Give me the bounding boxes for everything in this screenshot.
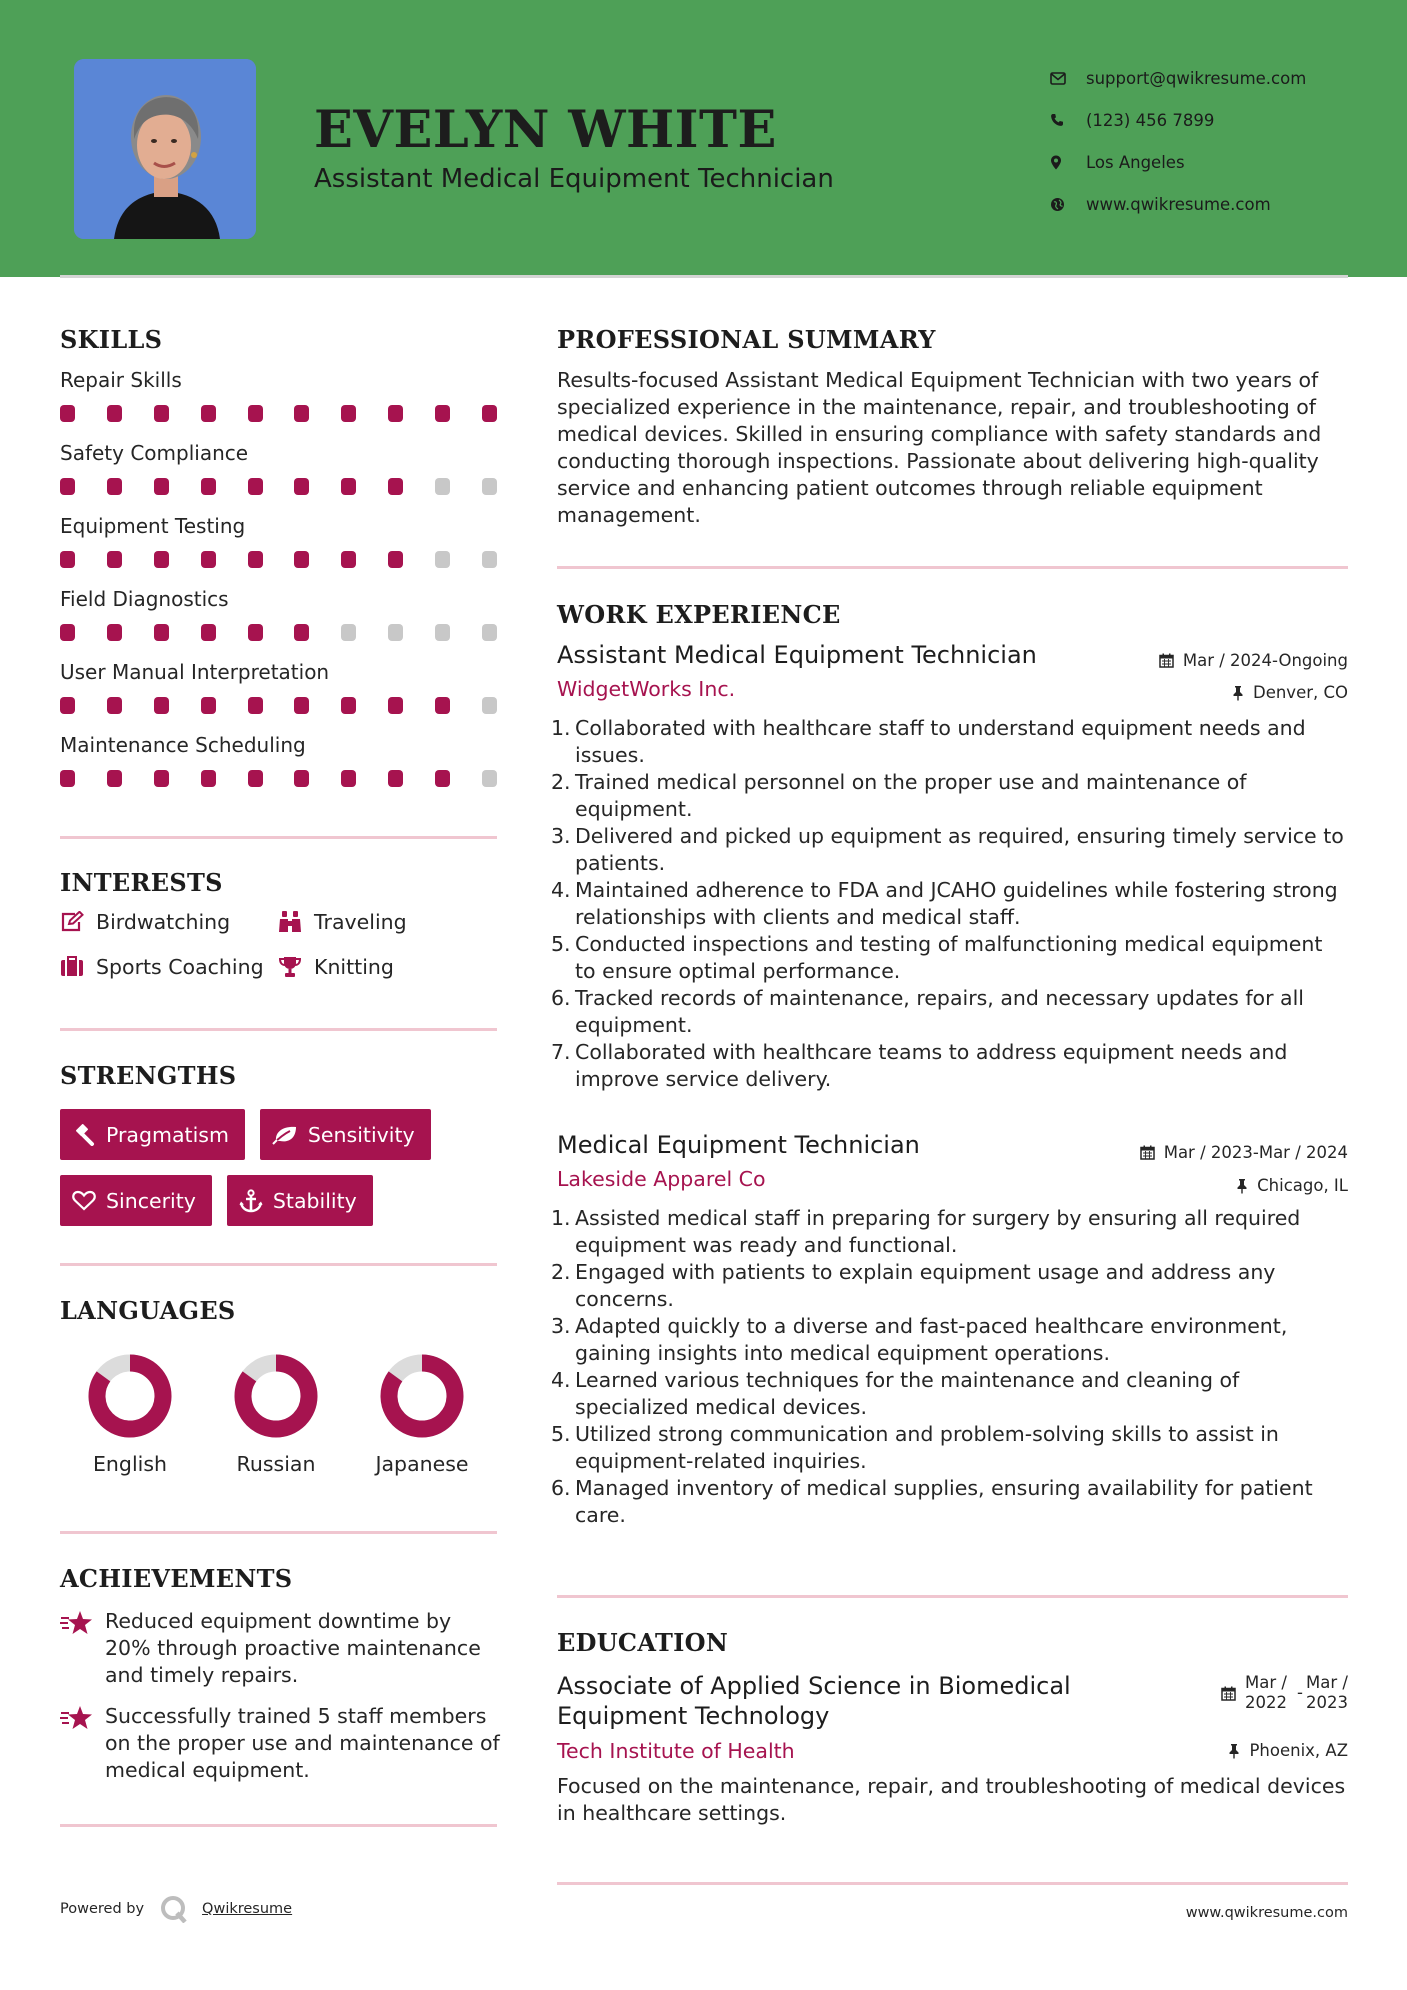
skill-dot-empty (341, 624, 356, 641)
job-bullet-text: Maintained adherence to FDA and JCAHO guidelines while fostering strong relationships with clients and medical staff. (575, 878, 1338, 929)
strength-chip (260, 1109, 431, 1160)
date-end-month: Mar / (1306, 1673, 1348, 1692)
job-bullets (551, 1205, 1348, 1529)
skill-dot-empty (482, 770, 497, 787)
candidate-title: Assistant Medical Equipment Technician (314, 164, 834, 194)
skill-dot-filled (294, 770, 309, 787)
education-date (1221, 1673, 1348, 1713)
strength-label: Pragmatism (106, 1122, 229, 1147)
skill-dot-filled (60, 624, 75, 641)
job-bullet: 2. Trained medical personnel on the proper use and maintenance of equipment. (551, 770, 1247, 821)
skill-dot-empty (435, 551, 450, 568)
skill-name: Field Diagnostics (60, 587, 229, 611)
job-bullet-text: Learned various techniques for the maintenance and cleaning of specialized medical devices. (575, 1368, 1240, 1419)
job-bullet-text: Engaged with patients to explain equipment usage and address any concerns. (575, 1260, 1276, 1311)
skill-dot-filled (248, 624, 263, 641)
experience-heading: WORK EXPERIENCE (557, 600, 841, 629)
skill-dot-empty (388, 624, 403, 641)
job-bullet-text: Utilized strong communication and problem-solving skills to assist in equipment-related inquiries. (575, 1422, 1279, 1473)
strength-label: Sincerity (106, 1188, 196, 1213)
language-item (352, 1352, 492, 1476)
skill-name: Safety Compliance (60, 441, 249, 465)
skill-dot-filled (388, 405, 403, 422)
job-bullet: 7. Collaborated with healthcare teams to address equipment needs and improve service delivery. (551, 1040, 1288, 1091)
interests-divider (60, 1028, 497, 1031)
skill-dot-filled (107, 405, 122, 422)
skill-rating (60, 542, 497, 587)
strengths-list (60, 1109, 497, 1241)
job-location-text: Denver, CO (1252, 683, 1348, 702)
job-bullet: 1. Collaborated with healthcare staff to understand equipment needs and issues. (551, 716, 1306, 767)
skill-dot-empty (482, 551, 497, 568)
skill-dot-filled (248, 551, 263, 568)
education-heading: EDUCATION (557, 1628, 729, 1657)
skill-dot-filled (154, 551, 169, 568)
skill-rating (60, 615, 497, 660)
skill-dot-filled (435, 770, 450, 787)
interests-heading: INTERESTS (60, 868, 223, 897)
skill-dot-filled (341, 770, 356, 787)
skill-dot-filled (201, 478, 216, 495)
skill-dot-filled (294, 624, 309, 641)
education-date-start (1245, 1673, 1287, 1713)
interest-item (278, 908, 497, 935)
experience-divider (557, 1595, 1348, 1598)
job-entry (551, 1131, 1348, 1551)
skill-rating (60, 688, 497, 733)
suitcase-icon (60, 956, 96, 977)
job-bullet-text: Conducted inspections and testing of malfunctioning medical equipment to ensure optimal performance. (575, 932, 1323, 983)
contact-phone-text: (123) 456 7899 (1086, 110, 1215, 130)
profile-photo (74, 59, 256, 239)
skill-dot-filled (60, 697, 75, 714)
languages-heading: LANGUAGES (60, 1296, 236, 1325)
interest-item (278, 953, 497, 980)
skill-dot-filled (107, 478, 122, 495)
education-location (1228, 1741, 1348, 1760)
skill-rating (60, 761, 497, 806)
anchor-icon (239, 1189, 263, 1213)
company-name: Lakeside Apparel Co (557, 1167, 766, 1191)
job-location (1236, 1176, 1348, 1195)
gavel-icon (72, 1124, 96, 1146)
pushpin-icon (1232, 685, 1244, 701)
contact-website[interactable] (1050, 183, 1390, 225)
job-location (1232, 683, 1348, 702)
language-item (206, 1352, 346, 1476)
skill-dot-filled (60, 770, 75, 787)
skill-dot-filled (201, 624, 216, 641)
phone-icon (1050, 113, 1086, 127)
skill-dot-filled (201, 697, 216, 714)
skill-dot-filled (154, 697, 169, 714)
interest-label: Knitting (314, 954, 394, 979)
job-title: Assistant Medical Equipment Technician (557, 641, 1037, 669)
achievements-divider (60, 1824, 497, 1827)
skill-dot-empty (482, 624, 497, 641)
footer-url[interactable]: www.qwikresume.com (1185, 1905, 1348, 1921)
job-title: Medical Equipment Technician (557, 1131, 920, 1159)
skill-dot-filled (388, 770, 403, 787)
job-date-text: Mar / 2024-Ongoing (1182, 651, 1348, 670)
language-ring (86, 1352, 174, 1440)
job-bullet-text: Managed inventory of medical supplies, ensuring availability for patient care. (575, 1476, 1313, 1527)
pushpin-icon (1228, 1743, 1240, 1759)
achievement-item (60, 1608, 500, 1689)
skill-rating (60, 396, 497, 441)
star-icon (60, 1703, 105, 1784)
job-bullet: 3. Delivered and picked up equipment as required, ensuring timely service to patients. (551, 824, 1344, 875)
skill-dot-filled (294, 551, 309, 568)
interest-item (60, 908, 278, 935)
summary-heading: PROFESSIONAL SUMMARY (557, 325, 936, 354)
summary-divider (557, 566, 1348, 569)
job-bullet: 5. Conducted inspections and testing of malfunctioning medical equipment to ensure optimal performance. (551, 932, 1323, 983)
skill-dot-filled (248, 697, 263, 714)
achievement-item (60, 1703, 500, 1784)
interest-label: Birdwatching (96, 909, 231, 934)
language-ring (378, 1352, 466, 1440)
job-bullets (551, 715, 1348, 1093)
achievement-text: Reduced equipment downtime by 20% through proactive maintenance and timely repairs. (105, 1609, 481, 1687)
language-name: Japanese (375, 1452, 469, 1476)
strength-chip (60, 1175, 212, 1226)
interest-label: Traveling (314, 909, 407, 934)
skill-dot-filled (60, 478, 75, 495)
skill-dot-filled (107, 697, 122, 714)
qwikresume-link[interactable]: Qwikresume (202, 1901, 293, 1917)
strength-chip (227, 1175, 373, 1226)
skill-dot-empty (482, 697, 497, 714)
strength-label: Sensitivity (307, 1122, 415, 1147)
job-bullet: 2. Engaged with patients to explain equipment usage and address any concerns. (551, 1260, 1276, 1311)
contact-email-text: support@qwikresume.com (1086, 68, 1307, 88)
skill-dot-filled (294, 405, 309, 422)
skill-dot-filled (201, 551, 216, 568)
job-date (1140, 1143, 1348, 1162)
job-date (1159, 651, 1348, 670)
skill-dot-filled (201, 770, 216, 787)
pencil-square-icon (60, 911, 96, 933)
resume-header (0, 0, 1407, 277)
skill-name: Repair Skills (60, 368, 182, 392)
envelope-icon (1050, 72, 1086, 85)
education-entry (557, 1671, 1348, 1831)
job-bullet: 6. Tracked records of maintenance, repairs, and necessary updates for all equipment. (551, 986, 1305, 1037)
pushpin-icon (1236, 1178, 1248, 1194)
skills-heading: SKILLS (60, 325, 163, 354)
candidate-name: EVELYN WHITE (314, 100, 777, 160)
header-divider (60, 275, 1348, 278)
job-bullet: 4. Maintained adherence to FDA and JCAHO guidelines while fostering strong relationships with clients and medical staff. (551, 878, 1338, 929)
heart-icon (72, 1190, 96, 1211)
strengths-heading: STRENGTHS (60, 1061, 237, 1090)
powered-by-label: Powered by (60, 1901, 145, 1917)
skill-dot-filled (435, 405, 450, 422)
languages-divider (60, 1531, 497, 1534)
education-location-text: Phoenix, AZ (1249, 1741, 1348, 1760)
skill-dot-empty (482, 478, 497, 495)
job-bullet-text: Collaborated with healthcare teams to address equipment needs and improve service delivery. (575, 1040, 1288, 1091)
skill-dot-empty (435, 624, 450, 641)
skill-dot-filled (107, 624, 122, 641)
skill-rating (60, 469, 497, 514)
trophy-icon (278, 956, 314, 978)
interest-item (60, 953, 278, 980)
skill-dot-filled (294, 478, 309, 495)
job-location-text: Chicago, IL (1257, 1176, 1348, 1195)
summary-text: Results-focused Assistant Medical Equipment Technician with two years of specialized experience in the maintenance, repair, and troubleshooting of medical devices. Skilled in ensuring compliance with safety standards and conducting thorough inspections. Passionate about delivering high-quality service and enhancing patient outcomes through reliable equipment management. (557, 368, 1322, 527)
globe-icon (1050, 197, 1086, 212)
skill-dot-filled (107, 770, 122, 787)
binoculars-icon (278, 911, 314, 933)
job-bullet-text: Adapted quickly to a diverse and fast-paced healthcare environment, gaining insights into medical equipment operations. (575, 1314, 1288, 1365)
skill-name: Maintenance Scheduling (60, 733, 306, 757)
contact-location (1050, 141, 1390, 183)
skill-dot-filled (248, 478, 263, 495)
job-bullet-text: Tracked records of maintenance, repairs, and necessary updates for all equipment. (575, 986, 1305, 1037)
skill-dot-filled (341, 405, 356, 422)
achievement-text: Successfully trained 5 staff members on the proper use and maintenance of medical equipment. (105, 1704, 500, 1782)
skill-dot-filled (248, 405, 263, 422)
skill-dot-filled (294, 697, 309, 714)
skill-dot-filled (388, 697, 403, 714)
language-name: Russian (236, 1452, 316, 1476)
skill-dot-filled (435, 697, 450, 714)
education-description: Focused on the maintenance, repair, and troubleshooting of medical devices in healthcare settings. (557, 1774, 1346, 1825)
job-bullet: 5. Utilized strong communication and problem-solving skills to assist in equipment-related inquiries. (551, 1422, 1279, 1473)
skill-dot-filled (154, 478, 169, 495)
job-bullet-text: Trained medical personnel on the proper use and maintenance of equipment. (575, 770, 1247, 821)
skill-dot-filled (482, 405, 497, 422)
language-ring (232, 1352, 320, 1440)
skill-dot-filled (154, 405, 169, 422)
strengths-divider (60, 1263, 497, 1266)
skill-dot-filled (154, 624, 169, 641)
calendar-icon (1140, 1145, 1155, 1160)
star-icon (60, 1608, 105, 1689)
calendar-icon (1159, 653, 1174, 668)
date-end-year: 2023 (1306, 1693, 1348, 1712)
job-bullet: 4. Learned various techniques for the maintenance and cleaning of specialized medical devices. (551, 1368, 1240, 1419)
skill-dot-filled (248, 770, 263, 787)
qwikresume-logo-icon (160, 1895, 188, 1923)
achievements-heading: ACHIEVEMENTS (60, 1564, 293, 1593)
company-name: WidgetWorks Inc. (557, 677, 736, 701)
date-separator: - (1297, 1683, 1303, 1702)
job-bullet-text: Collaborated with healthcare staff to understand equipment needs and issues. (575, 716, 1306, 767)
date-start-year: 2022 (1245, 1693, 1288, 1712)
contact-phone[interactable] (1050, 99, 1390, 141)
skill-name: User Manual Interpretation (60, 660, 330, 684)
school-name: Tech Institute of Health (557, 1739, 795, 1763)
skill-dot-filled (341, 551, 356, 568)
contact-location-text: Los Angeles (1086, 152, 1185, 172)
interest-label: Sports Coaching (96, 954, 264, 979)
map-marker-icon (1050, 155, 1086, 170)
job-bullet: 6. Managed inventory of medical supplies, ensuring availability for patient care. (551, 1476, 1313, 1527)
contact-website-text: www.qwikresume.com (1086, 194, 1271, 214)
leaf-icon (272, 1125, 298, 1145)
strength-chip (60, 1109, 245, 1160)
job-bullet-text: Assisted medical staff in preparing for surgery by ensuring all required equipment was ready and functional. (575, 1206, 1301, 1257)
job-bullet-text: Delivered and picked up equipment as required, ensuring timely service to patients. (575, 824, 1344, 875)
contact-email[interactable] (1050, 57, 1390, 99)
interests-list (60, 908, 497, 980)
skill-name: Equipment Testing (60, 514, 246, 538)
skill-dot-filled (154, 770, 169, 787)
strength-label: Stability (272, 1188, 357, 1213)
degree-line: Equipment Technology (557, 1702, 830, 1730)
job-bullet: 1. Assisted medical staff in preparing for surgery by ensuring all required equipment was ready and functional. (551, 1206, 1301, 1257)
skill-dot-filled (341, 697, 356, 714)
contact-list (1050, 57, 1390, 225)
skills-divider (60, 836, 497, 839)
date-start-month: Mar / (1245, 1673, 1287, 1692)
skill-dot-filled (107, 551, 122, 568)
skill-dot-empty (435, 478, 450, 495)
skill-dot-filled (388, 551, 403, 568)
degree-line: Associate of Applied Science in Biomedical (557, 1672, 1071, 1700)
education-date-end (1306, 1673, 1348, 1713)
skill-dot-filled (60, 405, 75, 422)
job-date-text: Mar / 2023-Mar / 2024 (1163, 1143, 1348, 1162)
skills-list (60, 368, 497, 806)
language-name: English (92, 1452, 168, 1476)
job-bullet: 3. Adapted quickly to a diverse and fast-paced healthcare environment, gaining insights into medical equipment operations. (551, 1314, 1288, 1365)
footer-powered-by (60, 1895, 292, 1923)
calendar-icon (1221, 1686, 1236, 1701)
skill-dot-filled (341, 478, 356, 495)
skill-dot-filled (388, 478, 403, 495)
skill-dot-filled (201, 405, 216, 422)
skill-dot-filled (60, 551, 75, 568)
language-item (60, 1352, 200, 1476)
job-entry (551, 641, 1348, 1101)
education-divider (557, 1882, 1348, 1885)
